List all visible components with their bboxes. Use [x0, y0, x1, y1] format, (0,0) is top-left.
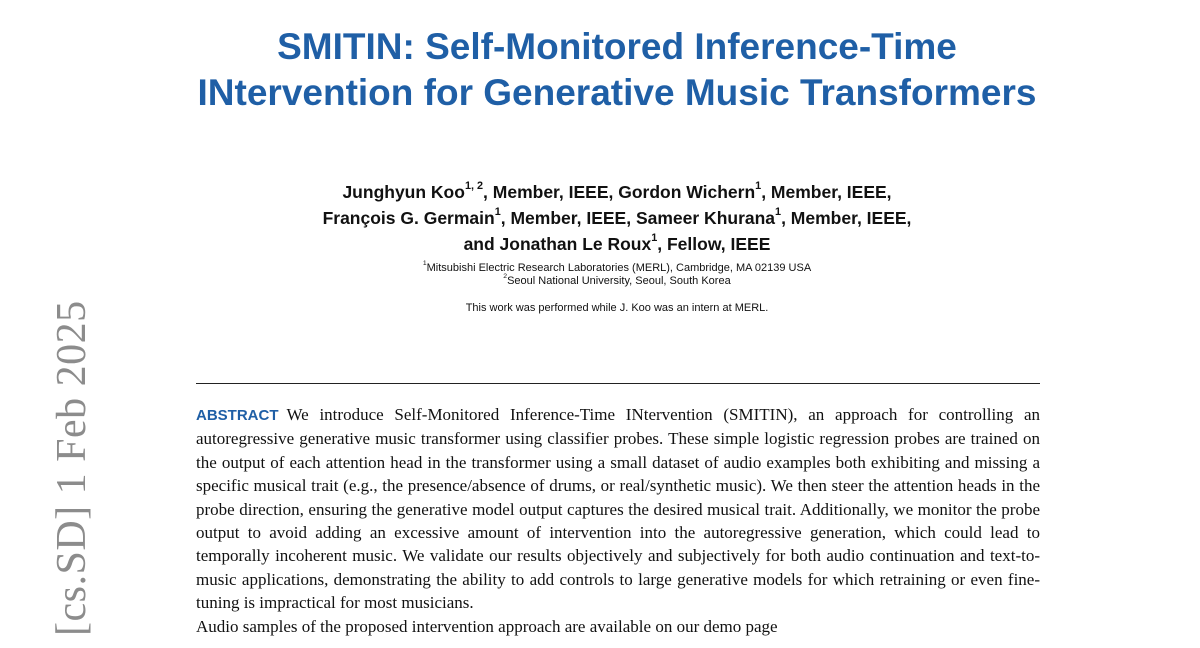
paper-title: SMITIN: Self-Monitored Inference-Time INtervention for Generative Music Transformers: [197, 26, 1037, 113]
author-title: , Member, IEEE,: [761, 182, 892, 202]
affiliation-text: Seoul National University, Seoul, South Korea: [507, 275, 731, 287]
author-title: , Member, IEEE,: [500, 208, 636, 228]
arxiv-side-stamp: [cs.SD] 1 Feb 2025: [49, 300, 95, 636]
abstract-text: We introduce Self-Monitored Inference-Time INtervention (SMITIN), an approach for controlling an autoregressive generative music transformer using classifier probes. These simple logistic regression probes are trained on the output of each attention head in the transformer using a small dataset of audio examples both exhibiting and missing a specific musical trait (e.g., the presence/absence of drums, or real/synthetic music). We then steer the attention heads in the probe direction, ensuring the generative model output captures the desired musical trait. Additionally, we monitor the probe output to avoid adding an excessive amount of intervention into the autoregressive generation, which could lead to temporally incoherent music. We validate our results objectively and subjectively for both audio continuation and text-to-music applications, demonstrating the ability to add controls to large generative models for which retraining or even fine-tuning is impractical for most musicians.: [196, 405, 1040, 613]
affiliation-mark: 2: [503, 272, 508, 280]
author-name: Sameer Khurana: [635, 208, 776, 228]
author-affiliation-mark: 1: [651, 232, 658, 245]
internship-note: This work was performed while J. Koo was an intern at MERL.: [465, 302, 769, 314]
author-name: Gordon Wichern: [618, 182, 756, 202]
author-affiliation-mark: 1, 2: [464, 180, 484, 193]
author-title: , Member, IEEE,: [483, 182, 619, 202]
author-list: [190, 179, 1044, 257]
abstract-paragraph: [196, 403, 1040, 615]
author-name: and Jonathan Le Roux: [463, 234, 652, 254]
affiliation-line: [190, 272, 1044, 288]
demo-page-line: Audio samples of the proposed intervention approach are available on our demo page: [196, 616, 778, 636]
abstract-section: [196, 403, 1040, 638]
affiliation-text: Mitsubishi Electric Research Laboratories (MERL), Cambridge, MA 02139 USA: [426, 262, 812, 274]
author-name: François G. Germain: [322, 208, 495, 228]
author-affiliation-mark: 1: [755, 180, 762, 193]
author-title: , Fellow, IEEE: [657, 234, 771, 254]
author-title: , Member, IEEE,: [781, 208, 912, 228]
section-divider: [196, 383, 1040, 384]
abstract-heading: ABSTRACT: [196, 407, 279, 424]
author-affiliation-mark: 1: [775, 206, 782, 219]
affiliation-line: [190, 259, 1044, 275]
affiliation-mark: 1: [422, 259, 427, 267]
author-affiliation-mark: 1: [494, 206, 501, 219]
author-name: Junghyun Koo: [342, 182, 465, 202]
affiliation-list: [190, 259, 1044, 288]
